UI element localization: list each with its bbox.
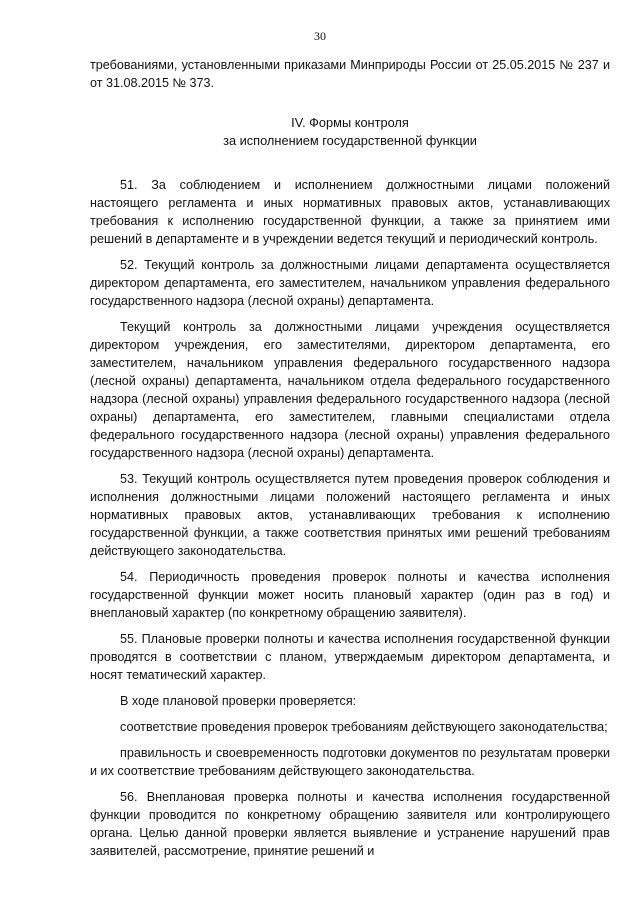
- paragraph-55: 55. Плановые проверки полноты и качества исполнения государственной функции проводятся в соответствии с планом, утверждаемым директором департамента, и носят тематический характер.: [90, 632, 610, 682]
- paragraph-51: 51. За соблюдением и исполнением должностными лицами положений настоящего регламента и иных нормативных правовых актов, устанавливающих требования к исполнению государственной функции, а также за принятием ими решений в департаменте и в учреждении ведется текущий и периодический контроль.: [90, 178, 610, 246]
- planned-check-intro: В ходе плановой проверки проверяется:: [120, 694, 357, 708]
- paragraph-52-continued: Текущий контроль за должностными лицами учреждения осуществляется директором учреждения, его заместителями, директором департамента, его заместителем, начальником управления федерального государственного надзора (лесной охраны) департамента, начальником отдела федерального государственного надзора (лесной охраны) управления федерального государственного надзора (лесной охраны) департамента, его заместителем, главными специалистами отдела федерального государственного надзора (лесной охраны) управления федерального государственного надзора (лесной охраны) департамента.: [90, 320, 610, 460]
- section-title-line-2: за исполнением государственной функции: [223, 133, 477, 148]
- paragraph-54: 54. Периодичность проведения проверок полноты и качества исполнения государственной функции может носить плановый характер (один раз в год) и внеплановый характер (по конкретному обращению заявителя).: [90, 570, 610, 620]
- paragraph-52: 52. Текущий контроль за должностными лицами департамента осуществляется директором департамента, его заместителем, начальником управления федерального государственного надзора (лесной охраны) департамента.: [90, 258, 610, 308]
- section-heading: [90, 114, 610, 150]
- page-number: 30: [314, 29, 326, 43]
- section-title-line-1: IV. Формы контроля: [291, 115, 409, 130]
- paragraph-continuation: требованиями, установленными приказами Минприроды России от 25.05.2015 № 237 и от 31.08.2015 № 373.: [90, 58, 610, 90]
- document-body: [90, 56, 610, 860]
- paragraph-53: 53. Текущий контроль осуществляется путем проведения проверок соблюдения и исполнения должностными лицами положений настоящего регламента и иных нормативных правовых актов, устанавливающих требования к исполнению государственной функции, а также соответствия принятых ими решений требованиям действующего законодательства.: [90, 472, 610, 558]
- planned-check-item-1: соответствие проведения проверок требованиям действующего законодательства;: [120, 720, 608, 734]
- planned-check-item-2: правильность и своевременность подготовки документов по результатам проверки и их соответствие требованиям действующего законодательства.: [90, 746, 610, 778]
- paragraph-56: 56. Внеплановая проверка полноты и качества исполнения государственной функции проводится по конкретному обращению заявителя или контролирующего органа. Целью данной проверки является выявление и устранение нарушений прав заявителей, рассмотрение, принятие решений и: [90, 790, 610, 858]
